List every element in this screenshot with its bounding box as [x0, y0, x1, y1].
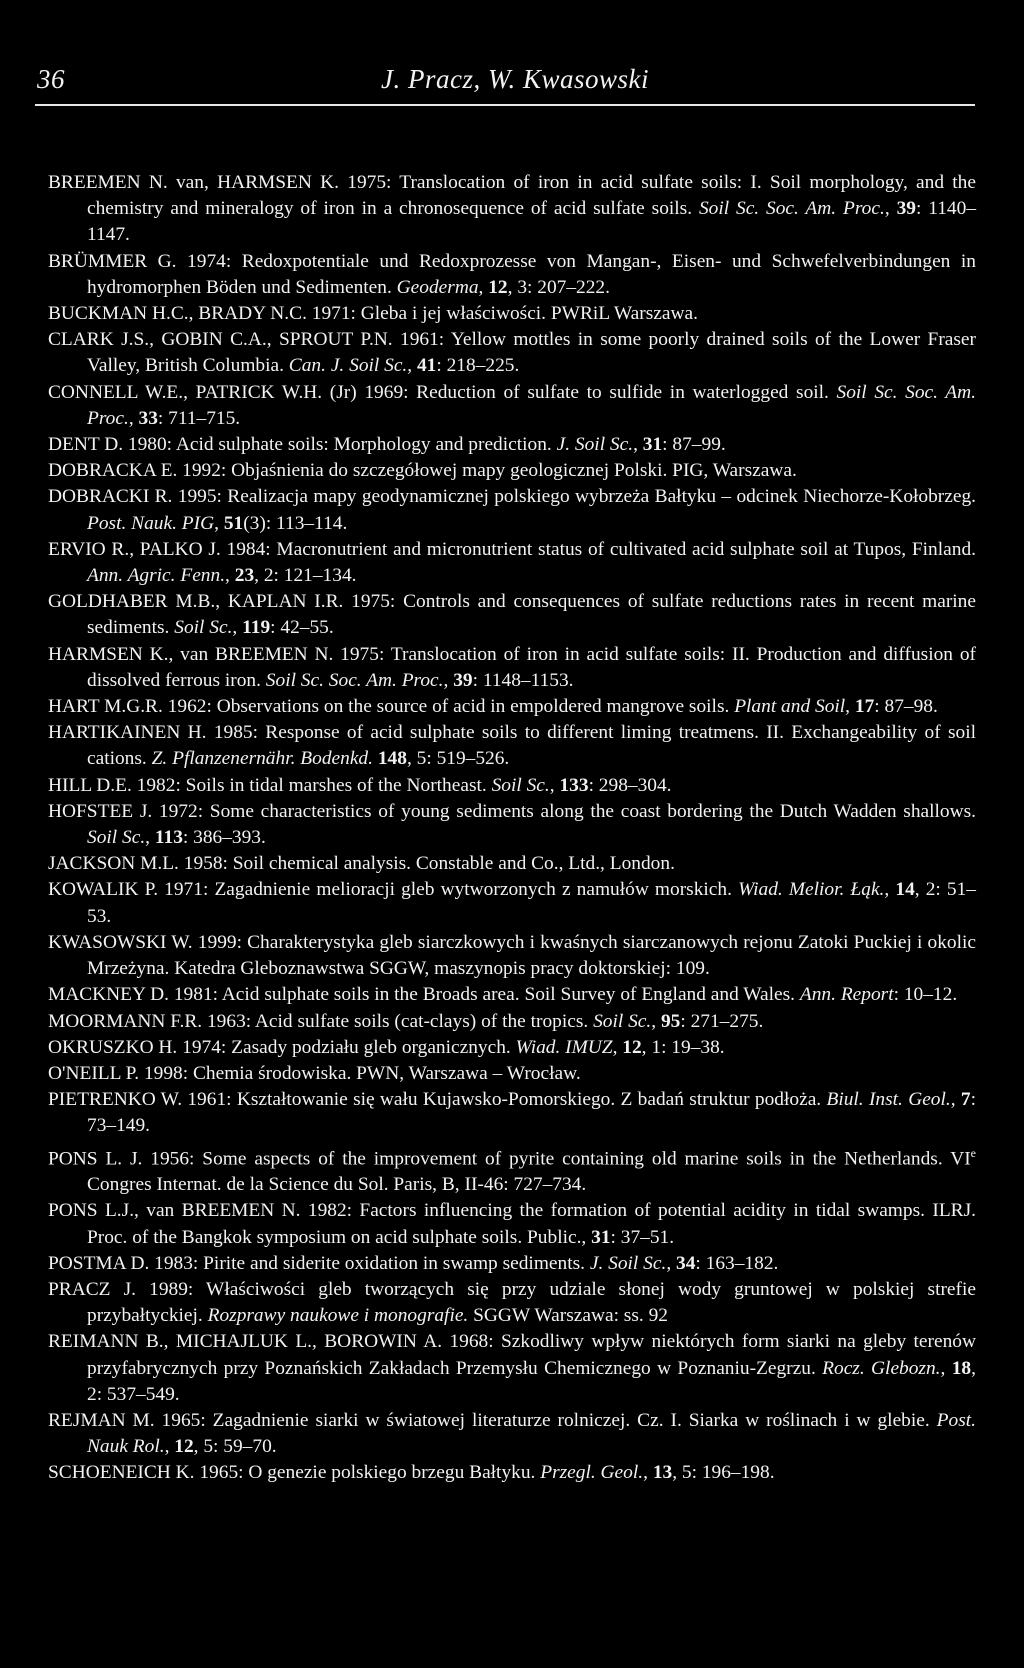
reference-volume: 23	[234, 565, 255, 587]
reference-source: Rozprawy naukowe i monografie.	[207, 1305, 469, 1327]
reference-text: Congres Internat. de la Science du Sol. Paris, B, II-46: 727–734.	[87, 1174, 587, 1196]
reference-text: : 386–393.	[182, 827, 266, 849]
reference-text: ,	[884, 198, 897, 220]
reference-text: POSTMA D. 1983: Pirite and siderite oxidation in swamp sediments.	[48, 1252, 590, 1274]
reference-text: : 298–304.	[588, 774, 672, 796]
reference-text: ,	[666, 1252, 677, 1274]
reference-entry	[48, 589, 976, 641]
reference-source: Ann. Report	[799, 984, 894, 1006]
reference-text: ,	[145, 827, 155, 849]
reference-text: ,	[845, 696, 855, 718]
reference-source: Soil Sc. Soc. Am. Proc.	[87, 381, 976, 429]
reference-text: DOBRACKI R. 1995: Realizacja mapy geodynamicznej polskiego wybrzeża Bałtyku – odcinek Niechorze-Kołobrzeg.	[48, 486, 976, 508]
reference-volume: 12	[622, 1036, 642, 1058]
reference-source: Rocz. Glebozn.	[822, 1357, 941, 1379]
reference-source: Przegl. Geol.	[540, 1462, 644, 1484]
reference-text: HOFSTEE J. 1972: Some characteristics of young sediments along the coast bordering the Dutch Wadden shallows.	[48, 800, 976, 822]
reference-volume: 31	[591, 1226, 611, 1248]
reference-text: PONS L. J. 1956: Some aspects of the improvement of pyrite containing old marine soils in the Netherlands. VI	[48, 1147, 971, 1169]
reference-source: Ann. Agric. Fenn.	[87, 565, 226, 587]
reference-text: ,	[633, 434, 643, 456]
reference-volume: 133	[559, 774, 589, 796]
reference-text: ,	[225, 565, 235, 587]
reference-entry	[48, 720, 976, 772]
reference-text: ,	[651, 1010, 661, 1032]
reference-entry	[48, 1061, 976, 1087]
reference-text: : 1140–1147.	[87, 198, 977, 246]
reference-text: O'NEILL P. 1998: Chemia środowiska. PWN, Warszawa – Wrocław.	[48, 1062, 581, 1084]
reference-text: SGGW Warszawa: ss. 92	[468, 1305, 668, 1327]
reference-text: e	[970, 1145, 976, 1160]
reference-text: REJMAN M. 1965: Zagadnienie siarki w światowej literaturze rolniczej. Cz. I. Siarka w roślinach i w glebie.	[48, 1410, 937, 1432]
reference-entry	[48, 982, 976, 1008]
reference-entry	[48, 642, 976, 694]
reference-text: BRÜMMER G. 1974: Redoxpotentiale und Redoxprozesse von Mangan-, Eisen- und Schwefelverbindungen in hydromorphen Böden und Sedimenten.	[48, 250, 976, 298]
reference-source: Can. J. Soil Sc.	[288, 355, 408, 377]
reference-entry	[48, 301, 976, 327]
reference-text: DENT D. 1980: Acid sulphate soils: Morphology and prediction.	[48, 434, 557, 456]
reference-entry	[48, 1035, 976, 1061]
reference-text: : 711–715.	[157, 407, 241, 429]
reference-entry	[48, 1329, 976, 1408]
reference-text: , 5: 519–526.	[406, 748, 510, 770]
reference-text: : 1148–1153.	[472, 669, 574, 691]
reference-source: Wiad. IMUZ	[515, 1036, 613, 1058]
reference-source: Soil Sc.	[491, 774, 550, 796]
reference-volume: 34	[676, 1252, 696, 1274]
reference-text: BREEMEN N. van, HARMSEN K. 1975: Translocation of iron in acid sulfate soils: I. Soil morphology, and the chemistry and mineralogy of iron in a chronosequence of acid sulfate soils.	[48, 172, 976, 220]
reference-text: ,	[612, 1036, 623, 1058]
reference-source: Plant and Soil	[734, 696, 846, 718]
reference-volume: 17	[854, 696, 875, 718]
reference-source: Z. Pflanzenernähr. Bodenkd.	[151, 748, 373, 770]
reference-text: ,	[950, 1089, 961, 1111]
reference-entry	[48, 458, 976, 484]
reference-entry	[48, 1408, 976, 1460]
reference-text: : 73–149.	[87, 1089, 976, 1137]
reference-source: J. Soil Sc.	[556, 434, 634, 456]
reference-entry	[48, 1087, 976, 1139]
reference-source: J. Soil Sc.	[589, 1252, 667, 1274]
reference-volume: 113	[154, 827, 183, 849]
reference-entry	[48, 1198, 976, 1250]
reference-text: : 163–182.	[695, 1252, 779, 1274]
reference-list	[48, 170, 976, 1487]
reference-source: Soil Sc. Soc. Am. Proc.	[698, 198, 885, 220]
reference-volume: 39	[453, 669, 473, 691]
reference-source: Soil Sc. Soc. Am. Proc.	[265, 669, 444, 691]
running-head: J. Pracz, W. Kwasowski	[381, 64, 650, 94]
reference-volume: 33	[138, 407, 158, 429]
reference-volume: 14	[895, 879, 915, 901]
reference-source: Biul. Inst. Geol.	[826, 1089, 951, 1111]
reference-entry	[48, 1460, 976, 1486]
reference-text: ,	[232, 617, 243, 639]
reference-text: DOBRACKA E. 1992: Objaśnienia do szczegółowej mapy geologicznej Polski. PIG, Warszawa.	[48, 460, 797, 482]
reference-source: Wiad. Melior. Łąk.	[738, 879, 885, 901]
reference-text: HILL D.E. 1982: Soils in tidal marshes of the Northeast.	[48, 774, 492, 796]
reference-entry	[48, 851, 976, 877]
reference-entry	[48, 1277, 976, 1329]
reference-entry	[48, 432, 976, 458]
reference-entry	[48, 380, 976, 432]
reference-volume: 39	[896, 198, 916, 220]
reference-text: MOORMANN F.R. 1963: Acid sulfate soils (cat-clays) of the tropics.	[48, 1010, 594, 1032]
reference-volume: 12	[488, 276, 508, 298]
reference-text: MACKNEY D. 1981: Acid sulphate soils in the Broads area. Soil Survey of England and Wales.	[48, 984, 800, 1006]
reference-text: CLARK J.S., GOBIN C.A., SPROUT P.N. 1961: Yellow mottles in some poorly drained soils of the Lower Fraser Valley, British Columbia.	[48, 329, 976, 377]
reference-source: Post. Nauk Rol.	[87, 1410, 976, 1458]
reference-volume: 95	[660, 1010, 681, 1032]
reference-entry	[48, 537, 976, 589]
reference-entry	[48, 799, 976, 851]
reference-text: : 10–12.	[893, 984, 958, 1006]
reference-text: : 87–99.	[662, 434, 726, 456]
reference-text: ,	[643, 1462, 653, 1484]
reference-text: GOLDHABER M.B., KAPLAN I.R. 1975: Controls and consequences of sulfate reductions rates in recent marine sediments.	[48, 591, 976, 639]
reference-text: ,	[164, 1436, 175, 1458]
reference-entry	[48, 877, 976, 929]
reference-text: ,	[884, 879, 896, 901]
reference-volume: 119	[242, 617, 271, 639]
reference-entry	[48, 694, 976, 720]
reference-text: ,	[478, 276, 489, 298]
reference-text: , 3: 207–222.	[507, 276, 610, 298]
reference-entry	[48, 930, 976, 982]
reference-text: REIMANN B., MICHAJLUK L., BOROWIN A. 1968: Szkodliwy wpływ niektórych form siarki na gleby terenów przyfabrycznych przy Poznańskich Zakładach Przemysłu Chemicznego w Poznaniu-Zegrzu.	[48, 1331, 976, 1379]
reference-volume: 7	[960, 1089, 971, 1111]
reference-text: (3): 113–114.	[243, 512, 348, 534]
reference-text: : 42–55.	[270, 617, 334, 639]
reference-text: : 37–51.	[610, 1226, 675, 1248]
reference-volume: 41	[416, 355, 437, 377]
reference-text: , 2: 121–134.	[254, 565, 357, 587]
reference-volume: 31	[642, 434, 663, 456]
reference-text: , 2: 537–549.	[87, 1357, 976, 1405]
reference-text: OKRUSZKO H. 1974: Zasady podziału gleb organicznych.	[48, 1036, 516, 1058]
reference-text: ,	[549, 774, 560, 796]
reference-source: Geoderma	[396, 276, 479, 298]
reference-source: Soil Sc.	[593, 1010, 652, 1032]
reference-text: HARMSEN K., van BREEMEN N. 1975: Translocation of iron in acid sulfate soils: II. Production and diffusion of dissolved ferrous iron.	[48, 643, 976, 691]
reference-text: : 87–98.	[874, 696, 938, 718]
reference-text: : 271–275.	[680, 1010, 764, 1032]
reference-text: , 5: 196–198.	[672, 1462, 775, 1484]
reference-entry	[48, 327, 976, 379]
reference-text: PONS L.J., van BREEMEN N. 1982: Factors influencing the formation of potential acidity in tidal swamps. ILRJ. Proc. of the Bangkok symposium on acid sulphate soils. Public.,	[48, 1200, 976, 1248]
reference-volume: 18	[951, 1357, 972, 1379]
reference-text: SCHOENEICH K. 1965: O genezie polskiego brzegu Bałtyku.	[48, 1462, 541, 1484]
reference-text: ,	[128, 407, 139, 429]
reference-volume: 12	[174, 1436, 194, 1458]
reference-entry	[48, 484, 976, 536]
reference-text: : 218–225.	[436, 355, 520, 377]
page-number: 36	[37, 64, 65, 94]
reference-source: Soil Sc.	[87, 827, 146, 849]
reference-text: ,	[443, 669, 454, 691]
reference-entry	[48, 249, 976, 301]
reference-text: ,	[214, 512, 224, 534]
page-header	[35, 62, 975, 106]
reference-text: KOWALIK P. 1971: Zagadnienie melioracji gleb wytworzonych z namułów morskich.	[48, 879, 739, 901]
reference-text: JACKSON M.L. 1958: Soil chemical analysis. Constable and Co., Ltd., London.	[48, 853, 675, 875]
reference-volume: 148	[377, 748, 407, 770]
reference-volume: 51	[223, 512, 244, 534]
reference-text: ERVIO R., PALKO J. 1984: Macronutrient and micronutrient status of cultivated acid sulphate soil at Tupos, Finland.	[48, 538, 976, 560]
reference-text: KWASOWSKI W. 1999: Charakterystyka gleb siarczkowych i kwaśnych siarczanowych rejonu Zatoki Puckiej i okolic Mrzeżyna. Katedra Gleboznawstwa SGGW, maszynopis pracy doktorskiej: 109.	[48, 931, 976, 980]
reference-volume: 13	[652, 1462, 673, 1484]
reference-text: PRACZ J. 1989: Właściwości gleb tworzących się przy udziale słonej wody gruntowej w polskiej strefie przybałtyckiej.	[48, 1279, 976, 1327]
reference-text: , 2: 51–53.	[87, 879, 977, 927]
reference-text: HARTIKAINEN H. 1985: Response of acid sulphate soils to different liming treatmens. II. Exchangeability of soil cations.	[48, 722, 976, 770]
reference-text: ,	[407, 355, 417, 377]
reference-text: , 1: 19–38.	[641, 1036, 725, 1058]
reference-text: BUCKMAN H.C., BRADY N.C. 1971: Gleba i jej właściwości. PWRiL Warszawa.	[48, 303, 698, 325]
reference-text: , 5: 59–70.	[193, 1436, 277, 1458]
reference-entry	[48, 1251, 976, 1277]
reference-entry	[48, 773, 976, 799]
reference-source: Soil Sc.	[174, 617, 233, 639]
reference-entry	[48, 1140, 976, 1199]
reference-source: Post. Nauk. PIG	[87, 512, 215, 534]
reference-text: HART M.G.R. 1962: Observations on the source of acid in empoldered mangrove soils.	[48, 696, 735, 718]
reference-entry	[48, 170, 976, 249]
reference-text: PIETRENKO W. 1961: Kształtowanie się wału Kujawsko-Pomorskiego. Z badań struktur podłoża.	[48, 1089, 827, 1111]
reference-entry	[48, 1009, 976, 1035]
reference-text: ,	[940, 1357, 952, 1379]
reference-text: CONNELL W.E., PATRICK W.H. (Jr) 1969: Reduction of sulfate to sulfide in waterlogged soil.	[48, 381, 837, 403]
